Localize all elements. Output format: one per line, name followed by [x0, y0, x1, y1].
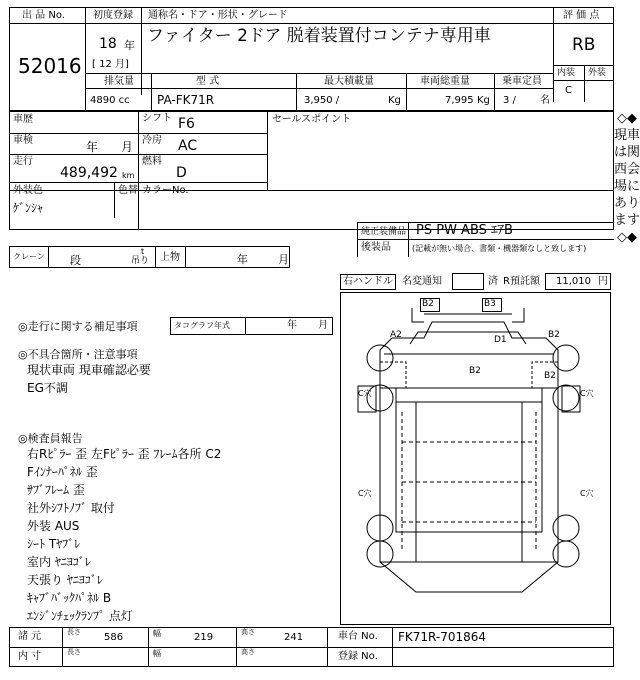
damage-b2-lower-right: B2	[544, 371, 556, 381]
inspector-label: ◎検査員報告	[18, 432, 83, 445]
rec-prefix: 済	[488, 276, 498, 287]
crane-year: 年	[237, 253, 248, 266]
max-load: 3,950 /	[304, 95, 340, 106]
overall-grade: RB	[572, 35, 596, 55]
name-change-box	[452, 273, 484, 290]
inner-dims-label: 内 寸	[18, 651, 42, 662]
reg-year: 18	[99, 36, 117, 52]
c-hole-2: C穴	[580, 389, 594, 398]
lot-number: 52016	[18, 54, 82, 78]
aftermarket-note: (記載が無い場合、書類・機器類なしと致します)	[412, 244, 587, 253]
capacity-unit: 名	[540, 95, 550, 106]
name-change-label: 名変通知	[402, 276, 442, 287]
inspector-line-2: Fｲﾝﾅｰﾊﾟﾈﾙ 歪	[27, 465, 98, 479]
gross-weight-label: 車両総重量	[420, 76, 470, 87]
height-label: 高さ	[241, 628, 255, 636]
inspector-line-9: ｷｬﾌﾞﾊﾞｯｸﾊﾟﾈﾙ B	[27, 591, 112, 605]
max-load-unit: Kg	[388, 95, 401, 106]
truck-outline-svg	[340, 292, 611, 625]
damage-a2: A2	[390, 330, 402, 340]
fuel-label: 燃料	[142, 156, 162, 167]
c-hole-1: C穴	[358, 389, 372, 398]
width-label: 幅	[153, 629, 161, 638]
jouban-label: 上物	[160, 252, 180, 263]
aftermarket-label: 後装品	[361, 242, 391, 253]
crane-label: クレーン	[13, 252, 45, 261]
damage-d1: D1	[494, 335, 507, 345]
shift-value: F6	[178, 116, 195, 132]
defects-label: ◎不具合箇所・注意事項	[18, 348, 138, 361]
sales-point-label: セールスポイント	[272, 114, 352, 125]
crane-month: 月	[278, 253, 289, 266]
gross-weight: 7,995	[445, 95, 474, 106]
tacho-year: 年	[287, 320, 297, 331]
damage-b2-center: B2	[469, 366, 481, 376]
max-load-label: 最大積載量	[324, 76, 374, 87]
inner-height-label: 高さ	[241, 648, 255, 656]
tacho-month: 月	[318, 320, 328, 331]
length-label: 長さ	[67, 628, 81, 636]
shift-label: シフト	[142, 113, 172, 124]
inspector-line-1: 右Rﾋﾟﾗｰ 歪 左Fﾋﾟﾗｰ 歪 ﾌﾚｰﾑ各所 C2	[27, 447, 222, 461]
capacity: 3 /	[503, 95, 516, 106]
inspector-line-4: 社外ｼﾌﾄﾉﾌﾞ 取付	[27, 501, 115, 515]
rec-unit: 円	[598, 276, 608, 287]
c-hole-3: C穴	[358, 489, 372, 498]
inspector-line-7: 室内 ﾔﾆﾖｺﾞﾚ	[27, 555, 91, 569]
rec-amount: 11,010	[556, 276, 591, 287]
reg-month: [ 12 月]	[92, 59, 129, 70]
damage-b3-top: B3	[484, 299, 496, 309]
vehicle-title: ファイター 2ドア 脱着装置付コンテナ専用車	[147, 26, 491, 46]
defect-line-2: EG不調	[27, 381, 68, 395]
reg-year-unit: 年	[124, 39, 135, 52]
ac-value: AC	[178, 138, 198, 154]
inspection-label: 車検	[13, 135, 33, 146]
first-reg-label: 初度登録	[93, 10, 133, 21]
mileage-value: 489,492	[60, 165, 118, 181]
damage-b2-top: B2	[422, 299, 434, 309]
model-code-label: 型 式	[196, 76, 220, 87]
ac-label: 冷房	[142, 135, 162, 146]
displacement-label: 排気量	[104, 76, 134, 87]
inspector-line-3: ｻﾌﾞﾌﾚｰﾑ 歪	[27, 483, 85, 497]
history-label: 車歴	[13, 114, 33, 125]
inspection-month: 月	[121, 140, 134, 154]
length-value: 586	[104, 632, 124, 643]
interior-grade: C	[565, 85, 572, 96]
crane-dan: 段	[70, 254, 81, 267]
color-label: 外装色	[13, 185, 43, 196]
inspector-line-10: ｴﾝｼﾞﾝﾁｪｯｸﾗﾝﾌﾟ 点灯	[27, 609, 133, 623]
standard-equipment-label: 純正装備品	[361, 227, 407, 237]
right-handle-badge: 右ハンドル	[343, 276, 393, 287]
inspector-line-6: ｼｰﾄ Tﾔﾌﾞﾚ	[27, 537, 81, 551]
gross-weight-unit: Kg	[477, 95, 490, 106]
mileage-unit: km	[122, 171, 135, 180]
inspector-line-5: 外装 AUS	[27, 519, 80, 533]
travel-notes-label: ◎走行に関する補足事項	[18, 320, 138, 333]
inner-width-label: 幅	[153, 649, 161, 658]
defect-line-1: 現状車両 現車確認必要	[27, 363, 151, 377]
standard-equipment: PS PW ABS ｴｱB	[416, 223, 513, 238]
inspection-year: 年	[86, 140, 99, 154]
width-value: 219	[194, 632, 214, 643]
damage-b2-right: B2	[548, 330, 560, 340]
model-label: 通称名・ドア・形状・グレード	[148, 10, 288, 21]
tacho-label: タコグラフ年式	[174, 321, 230, 330]
fuel-value: D	[176, 165, 187, 181]
color-value: ｹﾞﾝｼｬ	[13, 201, 44, 215]
crane-tsuri: 吊り	[131, 256, 150, 266]
dims-label: 諸 元	[18, 631, 42, 642]
chassis-label: 車台 No.	[338, 631, 378, 642]
displacement: 4890 cc	[90, 95, 130, 106]
rec-label: R預託額	[503, 276, 540, 287]
height-value: 241	[284, 632, 304, 643]
inner-length-label: 長さ	[67, 648, 81, 656]
venue-side-note: ◇◆現車は関西会場にあります◇◆	[614, 111, 640, 245]
inspector-line-8: 天張り ﾔﾆﾖｺﾞﾚ	[27, 573, 103, 587]
color-code-label: カラーNo.	[142, 185, 189, 196]
interior-label: 内装	[557, 68, 576, 78]
capacity-label: 乗車定員	[502, 76, 542, 87]
model-code: PA-FK71R	[157, 93, 215, 107]
exterior-label: 外装	[588, 68, 607, 78]
c-hole-4: C穴	[580, 489, 594, 498]
grade-label: 評 価 点	[563, 10, 600, 21]
color-change-label: 色替	[118, 185, 138, 196]
crane-ton: t	[141, 247, 145, 256]
chassis-number: FK71R-701864	[398, 630, 487, 644]
registration-label: 登録 No.	[338, 651, 378, 662]
lot-label: 出 品 No.	[22, 10, 65, 21]
mileage-label: 走行	[13, 156, 33, 167]
